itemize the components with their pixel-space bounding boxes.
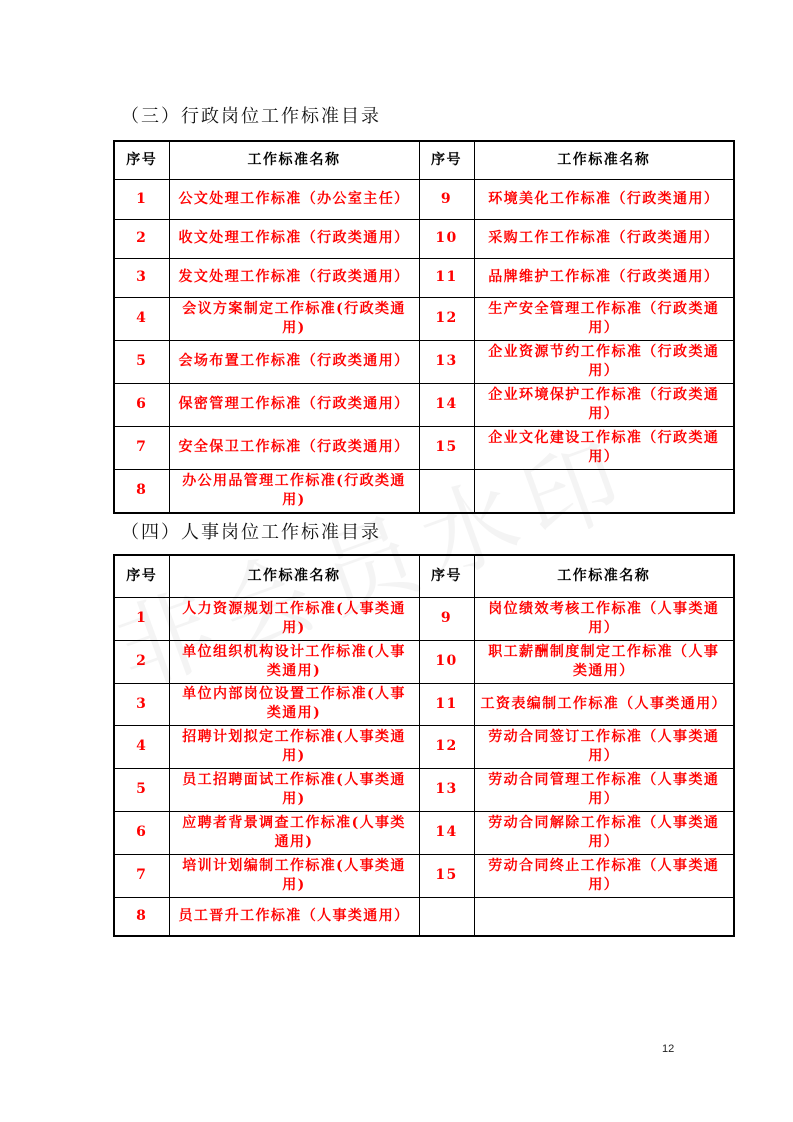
standard-name-cell: 培训计划编制工作标准(人事类通用) <box>169 854 419 897</box>
standard-name-cell: 会议方案制定工作标准(行政类通用) <box>169 297 419 340</box>
seq-cell: 13 <box>419 768 474 811</box>
section-heading-hr: （四）人事岗位工作标准目录 <box>121 522 381 543</box>
admin-standards-table <box>113 140 735 514</box>
table-header-row <box>114 141 734 179</box>
table-row <box>114 640 734 683</box>
table-row <box>114 725 734 768</box>
seq-cell: 1 <box>114 597 169 640</box>
standard-name-cell: 员工招聘面试工作标准(人事类通用) <box>169 768 419 811</box>
standard-name-cell: 公文处理工作标准（办公室主任） <box>169 179 419 219</box>
standard-name-cell: 企业资源节约工作标准（行政类通用） <box>474 340 734 383</box>
table-row <box>114 179 734 219</box>
standard-name-cell: 安全保卫工作标准（行政类通用） <box>169 426 419 469</box>
standard-name-cell: 劳动合同终止工作标准（人事类通用） <box>474 854 734 897</box>
header-seq-cell: 序号 <box>114 141 169 179</box>
empty-name-cell <box>474 897 734 936</box>
standard-name-cell: 单位组织机构设计工作标准(人事类通用) <box>169 640 419 683</box>
standard-name-cell: 企业文化建设工作标准（行政类通用） <box>474 426 734 469</box>
standard-name-cell: 员工晋升工作标准（人事类通用） <box>169 897 419 936</box>
header-seq-cell: 序号 <box>419 555 474 597</box>
table-row <box>114 854 734 897</box>
standard-name-cell: 发文处理工作标准（行政类通用） <box>169 258 419 297</box>
standard-name-cell: 环境美化工作标准（行政类通用） <box>474 179 734 219</box>
seq-cell: 3 <box>114 258 169 297</box>
seq-cell: 4 <box>114 297 169 340</box>
page-number: 12 <box>662 1043 675 1055</box>
header-name-cell: 工作标准名称 <box>474 141 734 179</box>
seq-cell: 12 <box>419 297 474 340</box>
seq-cell: 2 <box>114 640 169 683</box>
standard-name-cell: 会场布置工作标准（行政类通用） <box>169 340 419 383</box>
table-header-row <box>114 555 734 597</box>
table-row <box>114 897 734 936</box>
seq-cell: 9 <box>419 179 474 219</box>
table-row <box>114 258 734 297</box>
seq-cell: 6 <box>114 383 169 426</box>
table-row <box>114 383 734 426</box>
seq-cell: 1 <box>114 179 169 219</box>
table-row <box>114 297 734 340</box>
standard-name-cell: 人力资源规划工作标准(人事类通用) <box>169 597 419 640</box>
seq-cell: 10 <box>419 640 474 683</box>
table-row <box>114 683 734 725</box>
empty-name-cell <box>474 469 734 513</box>
seq-cell: 14 <box>419 383 474 426</box>
standard-name-cell: 品牌维护工作标准（行政类通用） <box>474 258 734 297</box>
empty-seq-cell <box>419 897 474 936</box>
seq-cell: 7 <box>114 854 169 897</box>
table-row <box>114 768 734 811</box>
standard-name-cell: 招聘计划拟定工作标准(人事类通用) <box>169 725 419 768</box>
standard-name-cell: 劳动合同签订工作标准（人事类通用） <box>474 725 734 768</box>
section-heading-admin: （三）行政岗位工作标准目录 <box>121 106 381 127</box>
header-name-cell: 工作标准名称 <box>169 555 419 597</box>
seq-cell: 14 <box>419 811 474 854</box>
seq-cell: 15 <box>419 426 474 469</box>
header-seq-cell: 序号 <box>419 141 474 179</box>
seq-cell: 6 <box>114 811 169 854</box>
seq-cell: 15 <box>419 854 474 897</box>
hr-standards-table <box>113 554 735 937</box>
seq-cell: 11 <box>419 683 474 725</box>
table-row <box>114 219 734 258</box>
table-row <box>114 811 734 854</box>
standard-name-cell: 收文处理工作标准（行政类通用） <box>169 219 419 258</box>
standard-name-cell: 职工薪酬制度制定工作标准（人事类通用） <box>474 640 734 683</box>
seq-cell: 2 <box>114 219 169 258</box>
standard-name-cell: 采购工作工作标准（行政类通用） <box>474 219 734 258</box>
seq-cell: 5 <box>114 340 169 383</box>
standard-name-cell: 岗位绩效考核工作标准（人事类通用） <box>474 597 734 640</box>
standard-name-cell: 保密管理工作标准（行政类通用） <box>169 383 419 426</box>
seq-cell: 12 <box>419 725 474 768</box>
seq-cell: 8 <box>114 897 169 936</box>
empty-seq-cell <box>419 469 474 513</box>
seq-cell: 4 <box>114 725 169 768</box>
seq-cell: 7 <box>114 426 169 469</box>
table-row <box>114 597 734 640</box>
standard-name-cell: 企业环境保护工作标准（行政类通用） <box>474 383 734 426</box>
standard-name-cell: 单位内部岗位设置工作标准(人事类通用) <box>169 683 419 725</box>
header-seq-cell: 序号 <box>114 555 169 597</box>
header-name-cell: 工作标准名称 <box>169 141 419 179</box>
standard-name-cell: 生产安全管理工作标准（行政类通用） <box>474 297 734 340</box>
table-row <box>114 469 734 513</box>
standard-name-cell: 劳动合同管理工作标准（人事类通用） <box>474 768 734 811</box>
seq-cell: 11 <box>419 258 474 297</box>
standard-name-cell: 应聘者背景调查工作标准(人事类通用) <box>169 811 419 854</box>
standard-name-cell: 劳动合同解除工作标准（人事类通用） <box>474 811 734 854</box>
standard-name-cell: 工资表编制工作标准（人事类通用） <box>474 683 734 725</box>
table-row <box>114 340 734 383</box>
table-row <box>114 426 734 469</box>
seq-cell: 3 <box>114 683 169 725</box>
header-name-cell: 工作标准名称 <box>474 555 734 597</box>
seq-cell: 5 <box>114 768 169 811</box>
seq-cell: 9 <box>419 597 474 640</box>
seq-cell: 10 <box>419 219 474 258</box>
seq-cell: 8 <box>114 469 169 513</box>
standard-name-cell: 办公用品管理工作标准(行政类通用) <box>169 469 419 513</box>
seq-cell: 13 <box>419 340 474 383</box>
